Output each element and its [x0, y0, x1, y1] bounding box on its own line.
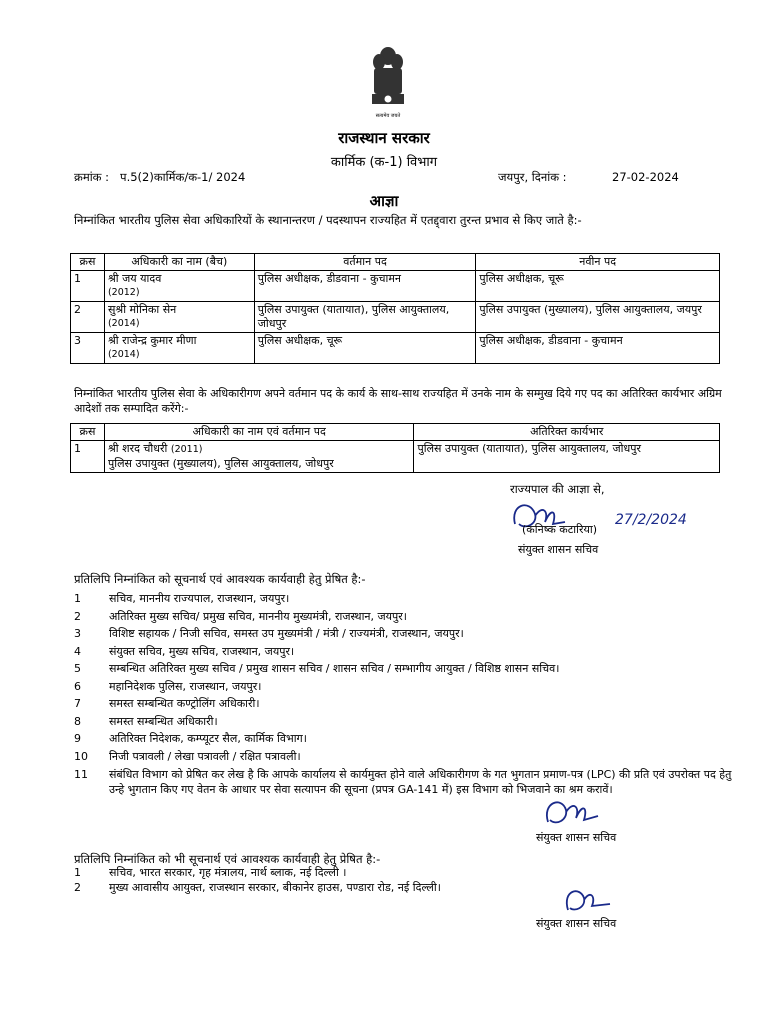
- reference-label: क्रमांक :: [74, 170, 110, 184]
- additional-charge-text: निम्नांकित भारतीय पुलिस सेवा के अधिकारीगण अपने वर्तमान पद के कार्य के साथ-साथ राज्यहित में उनके नाम के सम्मुख दिये गए पद का अतिरिक्त कार्यभार अग्रिम आदेशों तक सम्पादित करेंगे:-: [74, 387, 722, 415]
- serial-cell: 1: [71, 271, 105, 302]
- officer-batch: (2014): [107, 318, 140, 329]
- col-officer-name: अधिकारी का नाम (बैच): [104, 254, 254, 271]
- table-row: [71, 271, 720, 302]
- signer-title: संयुक्त शासन सचिव: [536, 917, 617, 930]
- signature-image: [560, 880, 620, 920]
- copy-heading: प्रतिलिपि निम्नांकित को भी सूचनार्थ एवं आवश्यक कार्यवाही हेतु प्रेषित है:-: [74, 852, 381, 866]
- col-serial: क्रस: [71, 424, 105, 441]
- officer-batch: (2014): [107, 349, 140, 360]
- new-post-cell: पुलिस उपायुक्त (मुख्यालय), पुलिस आयुक्तालय, जयपुर: [476, 302, 720, 333]
- reference-line: [74, 170, 245, 185]
- col-new-post: नवीन पद: [476, 254, 720, 271]
- table-row: [71, 333, 720, 364]
- signer-title: संयुक्त शासन सचिव: [536, 831, 617, 844]
- serial-cell: 1: [71, 441, 105, 473]
- table-row: [71, 441, 720, 473]
- officer-cell: [104, 271, 254, 302]
- col-current-post: वर्तमान पद: [254, 254, 476, 271]
- department-name: कार्मिक (क-1) विभाग: [330, 155, 438, 170]
- new-post-cell: पुलिस अधीक्षक, चूरू: [476, 271, 720, 302]
- intro-text: निम्नांकित भारतीय पुलिस सेवा अधिकारियों के स्थानान्तरण / पदस्थापन राज्यहित में एतद्द्वारा तुरन्त प्रभाव से किए जाते है:-: [74, 213, 582, 227]
- list-item: 6 महानिदेशक पुलिस, राजस्थान, जयपुर।: [74, 679, 262, 693]
- list-item: 3 विशिष्ट सहायक / निजी सचिव, समस्त उप मुख्यमंत्री / मंत्री / राज्यमंत्री, राजस्थान, जयपुर।: [74, 627, 464, 640]
- list-item: 2 अतिरिक्त मुख्य सचिव/ प्रमुख सचिव, माननीय मुख्यमंत्री, राजस्थान, जयपुर।: [74, 609, 407, 623]
- copy-list: [74, 865, 734, 895]
- new-post-cell: पुलिस अधीक्षक, डीडवाना - कुचामन: [476, 333, 720, 364]
- handwritten-date: 27/2/2024: [615, 512, 687, 528]
- col-additional-charge: अतिरिक्त कार्यभार: [414, 424, 720, 441]
- officer-batch: (2012): [107, 287, 140, 298]
- officer-cell: [104, 441, 414, 473]
- additional-charge-cell: पुलिस उपायुक्त (यातायात), पुलिस आयुक्तालय, जोधपुर: [414, 441, 720, 473]
- officer-cell: [104, 302, 254, 333]
- copy-list: [74, 590, 734, 797]
- officer-cell: [104, 333, 254, 364]
- serial-cell: 2: [71, 302, 105, 333]
- government-name: राजस्थान सरकार: [338, 129, 430, 147]
- governor-order-line: राज्यपाल की आज्ञा से,: [510, 482, 605, 496]
- current-post-cell: पुलिस अधीक्षक, चूरू: [254, 333, 476, 364]
- list-item: 1 सचिव, माननीय राज्यपाल, राजस्थान, जयपुर।: [74, 592, 290, 605]
- list-item: 8 समस्त सम्बन्धित अधिकारी।: [74, 714, 218, 728]
- list-item: 5 सम्बन्धित अतिरिक्त मुख्य सचिव / प्रमुख शासन सचिव / शासन सचिव / सम्भागीय आयुक्त / विशिष्ठ शासन सचिव।: [74, 662, 560, 675]
- officer-current-post: पुलिस उपायुक्त (मुख्यालय), पुलिस आयुक्तालय, जोधपुर: [107, 457, 334, 470]
- table-header-row: [71, 254, 720, 271]
- list-item: 1 सचिव, भारत सरकार, गृह मंत्रालय, नार्थ ब्लाक, नई दिल्ली ।: [74, 866, 347, 879]
- table-header-row: [71, 424, 720, 441]
- list-item: 10 निजी पत्रावली / लेखा पत्रावली / रक्षित पत्रावली।: [74, 749, 301, 763]
- order-title: आज्ञा: [369, 192, 399, 210]
- emblem-caption: सत्यमेव जयते: [375, 113, 401, 119]
- transfer-table: [70, 253, 720, 364]
- current-post-cell: पुलिस अधीक्षक, डीडवाना - कुचामन: [254, 271, 476, 302]
- officer-name: सुश्री मोनिका सेन: [107, 303, 177, 316]
- list-item: 9 अतिरिक्त निदेशक, कम्प्यूटर सैल, कार्मिक विभाग।: [74, 732, 307, 745]
- state-emblem: [368, 42, 408, 120]
- reference-number: प.5(2)कार्मिक/क-1/ 2024: [120, 170, 246, 184]
- officer-name: श्री राजेन्द्र कुमार मीणा: [107, 334, 197, 347]
- additional-charge-table: [70, 423, 720, 473]
- col-officer-name-post: अधिकारी का नाम एवं वर्तमान पद: [104, 424, 414, 441]
- signer-name: (कनिष्क कटारिया): [522, 523, 598, 536]
- list-item: 2 मुख्य आवासीय आयुक्त, राजस्थान सरकार, बीकानेर हाउस, पण्डारा रोड, नई दिल्ली।: [74, 881, 441, 894]
- table-row: [71, 302, 720, 333]
- copy-heading: प्रतिलिपि निम्नांकित को सूचनार्थ एवं आवश्यक कार्यवाही हेतु प्रेषित है:-: [74, 572, 366, 586]
- signature-image: [540, 790, 610, 834]
- signer-title: संयुक्त शासन सचिव: [518, 543, 599, 556]
- serial-cell: 3: [71, 333, 105, 364]
- officer-batch: (2011): [170, 444, 203, 455]
- col-serial: क्रस: [71, 254, 105, 271]
- place-label: जयपुर, दिनांक :: [498, 170, 567, 184]
- officer-name: श्री जय यादव: [107, 272, 162, 285]
- officer-name: श्री शरद चौधरी: [107, 442, 168, 455]
- list-item: 7 समस्त सम्बन्धित कण्ट्रोलिंग अधिकारी।: [74, 697, 260, 710]
- list-item: 4 संयुक्त सचिव, मुख्य सचिव, राजस्थान, जयपुर।: [74, 644, 295, 658]
- current-post-cell: पुलिस उपायुक्त (यातायात), पुलिस आयुक्तालय, जोधपुर: [254, 302, 476, 333]
- list-item: 11 संबंधित विभाग को प्रेषित कर लेख है कि आपके कार्यालय से कार्यमुक्त होने वाले अधिकारीगण के गत भुगतान प्रमाण-पत्र (LPC) की प्रति एवं उपरोक्त पद हेतु उन्हे भुगतान किए गए वेतन के आधार पर सेवा सत्यापन की सूचना (प्रपत्र GA-141 में) इस विभाग को भिजवाने का श्रम करावें।: [74, 768, 732, 796]
- order-date: 27-02-2024: [612, 170, 679, 184]
